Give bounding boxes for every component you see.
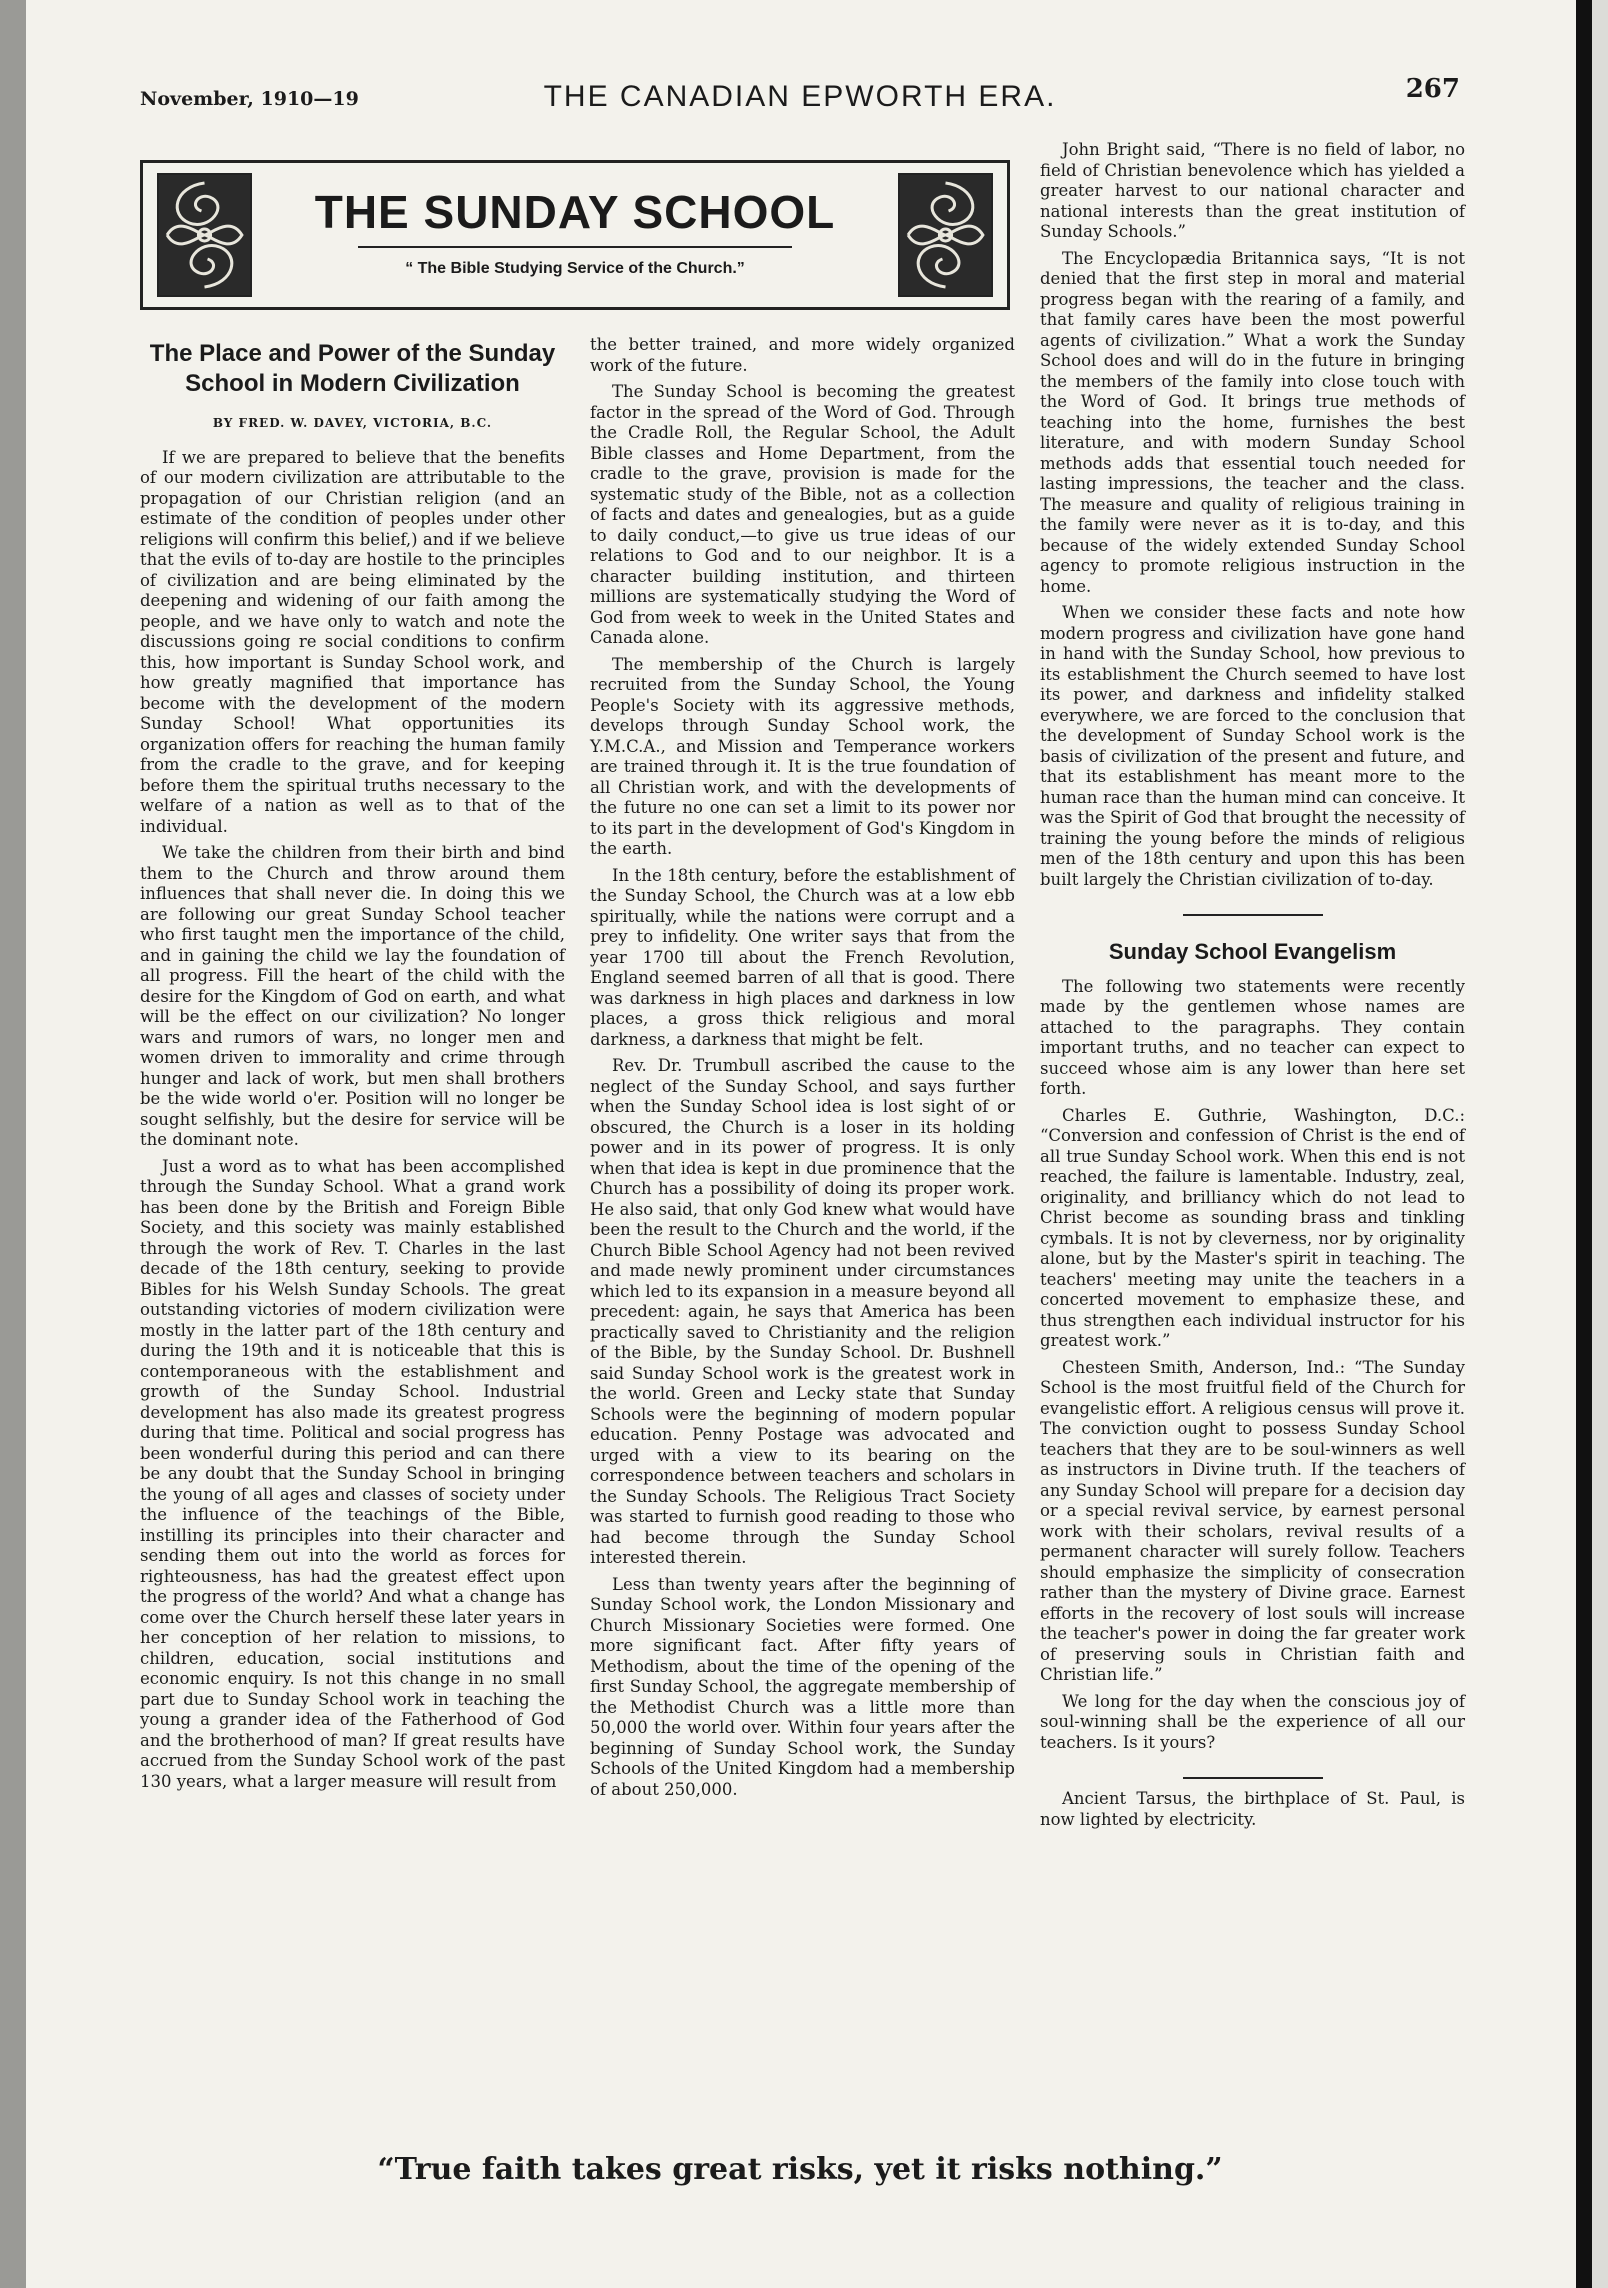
paragraph: The Sunday School is becoming the greatest factor in the spread of the Word of God. Through the Cradle Roll, the Regular School, the Adult Bible classes and Home Department, from the cradle to the grave, provision is made for the systematic study of the Bible, not as a collection of facts and dates and genealogies, but as a guide to daily conduct,—to give us true ideas of our relations to God and to our neighbor. It is a character building institution, and thirteen millions are systematically studying the Word of God from week to week in the United States and Canada alone. xyxy=(590,382,1015,647)
section-subtitle: “ The Bible Studying Service of the Church.” xyxy=(405,260,745,277)
scroll-ornament-icon xyxy=(157,173,252,297)
paragraph: We take the children from their birth and bind them to the Church and throw around them influences that shall never die. In doing this we are following our great Sunday School teacher who first taught men the importance of the child, and in gaining the child we lay the foundation of all progress. Fill the heart of the child with the desire for the Kingdom of God on earth, and what will be the effect on our civilization? No longer wars and rumors of wars, no longer men and women driven to immorality and crime through hunger and lack of work, but men shall brothers be the wide world o'er. Position will no longer be sought selfishly, but the desire for service will be the dominant note. xyxy=(140,843,565,1149)
paragraph: Charles E. Guthrie, Washington, D.C.: “Conversion and confession of Christ is the end of all true Sunday School work. When this end is not reached, the failure is lamentable. Industry, zeal, originality, and brilliancy which do not lead to Christ become as sounding brass and tinkling cymbals. It is not by cleverness, nor by originality alone, but by the Master's spirit in teaching. The teachers' meeting may unite the teachers in a concerted movement to emphasize these, and thus strengthen each individual instructor for his greatest work.” xyxy=(1040,1105,1465,1350)
running-header xyxy=(140,74,1460,120)
section-banner xyxy=(140,160,1010,310)
column-2 xyxy=(590,335,1015,1806)
binding-spine xyxy=(0,0,26,2288)
column-3 xyxy=(1040,140,1465,1836)
section-divider xyxy=(1183,914,1323,916)
paragraph: Just a word as to what has been accomplished through the Sunday School. What a grand work has been done by the British and Foreign Bible Society, and this society was mainly established through the work of Rev. T. Charles in the last decade of the 18th century, seeking to provide Bibles for his Welsh Sunday Schools. The great outstanding victories of modern civilization were mostly in the latter part of the 18th century and during the 19th and it is noticeable that this is contemporaneous with the establishment and growth of the Sunday School. Industrial development has also made its greatest progress during that time. Political and social progress has been wonderful during this period and can there be any doubt that the Sunday School in bringing the young of all ages and classes of society under the influence of the teachings of the Bible, instilling its principles into their character and sending them out into the world as forces for righteousness, has had the greatest effect upon the progress of the world? And what a change has come over the Church herself these later years in her conception of her relation to missions, to children, education, social institutions and economic enquiry. Is not this change in no small part due to Sunday School work in teaching the young a grander idea of the Fatherhood of God and the brotherhood of man? If great results have accrued from the Sunday School work of the past 130 years, what a larger measure will result from xyxy=(140,1156,565,1791)
paragraph: Rev. Dr. Trumbull ascribed the cause to the neglect of the Sunday School, and says further when the Sunday School idea is lost sight of or obscured, the Church is a loser in its holding power and in its power of progress. It is only when that idea is kept in due prominence that the Church has a possibility of doing its proper work. He also said, that only God knew what would have been the result to the Church and the world, if the Church Bible School Agency had not been revived and made newly prominent under circumstances which led to its expansion in a measure beyond all precedent: again, he says that America has been practically saved to Christianity and the religion of the Bible, by the Sunday School. Dr. Bushnell said Sunday School work is the greatest work in the world. Green and Lecky state that Sunday Schools were the beginning of modern popular education. Penny Postage was advocated and urged with a view to its bearing on the correspondence between teachers and scholars in the Sunday Schools. The Religious Tract Society was started to furnish good reading to those who had become through the Sunday School interested therein. xyxy=(590,1056,1015,1567)
magazine-title: THE CANADIAN EPWORTH ERA. xyxy=(543,80,1057,113)
section-title: THE SUNDAY SCHOOL xyxy=(314,186,836,238)
page-number: 267 xyxy=(1405,74,1460,104)
article-title: Sunday School Evangelism xyxy=(1108,939,1397,964)
page-edge xyxy=(1576,0,1592,2288)
paragraph: If we are prepared to believe that the benefits of our modern civilization are attributable to the propagation of our Christian religion (and an estimate of the condition of peoples under other religions will confirm this belief,) and if we believe that the evils of to-day are hostile to the principles of civilization and are being eliminated by the deepening and widening of our faith among the people, and we have only to watch and note the discussions going re social conditions to confirm this, how important is Sunday School work, and how greatly magnified that importance has become with the development of the modern Sunday School! What opportunities its organization offers for reaching the human family from the cradle to the grave, and for keeping before them the spiritual truths necessary to the welfare of a nation as well as to that of the individual. xyxy=(140,447,565,836)
paragraph: the better trained, and more widely organized work of the future. xyxy=(590,335,1015,375)
paragraph: In the 18th century, before the establishment of the Sunday School, the Church was at a low ebb spiritually, while the nations were corrupt and a prey to infidelity. One writer says that from the year 1700 till about the French Revolution, England seemed barren of all that is good. There was darkness in high places and darkness in low places, a gross thick religious and moral darkness, a darkness that might be felt. xyxy=(590,865,1015,1049)
filler-note: Ancient Tarsus, the birthplace of St. Paul, is now lighted by electricity. xyxy=(1040,1789,1465,1829)
article-byline: BY FRED. W. DAVEY, VICTORIA, B.C. xyxy=(212,416,493,430)
section-divider xyxy=(1183,1777,1323,1779)
issue-date: November, 1910—19 xyxy=(140,88,359,110)
paragraph: We long for the day when the conscious joy of soul-winning shall be the experience of all our teachers. Is it yours? xyxy=(1040,1691,1465,1752)
article-title: The Place and Power of the Sunday School in Modern Civilization xyxy=(149,340,556,397)
scroll-ornament-icon xyxy=(898,173,993,297)
paragraph: When we consider these facts and note how modern progress and civilization have gone hand in hand with the Sunday School, how previous to its establishment the Church seemed to have lost its power, and darkness and infidelity stalked everywhere, we are forced to the conclusion that the development of Sunday School work is the basis of civilization of the present and future, and that its establishment has meant more to the human race than the human mind can conceive. It was the Spirit of God that brought the necessity of training the young before the minds of religious men of the 18th century and upon this has been built largely the Christian civilization of to-day. xyxy=(1040,603,1465,889)
paragraph: The following two statements were recently made by the gentlemen whose names are attached to the paragraphs. They contain important truths, and no teacher can expect to succeed whose aim is any lower than here set forth. xyxy=(1040,976,1465,1098)
paragraph: The membership of the Church is largely recruited from the Sunday School, the Young People's Society with its aggressive methods, develops through Sunday School work, the Y.M.C.A., and Mission and Temperance workers are trained through it. It is the true foundation of all Christian work, and with the developments of the future no one can set a limit to its power nor to its part in the development of God's Kingdom in the earth. xyxy=(590,654,1015,858)
paragraph: John Bright said, “There is no field of labor, no field of Christian benevolence which has yielded a greater harvest to our national character and national interests than the great institution of Sunday Schools.” xyxy=(1040,140,1465,241)
title-divider xyxy=(358,246,792,248)
paragraph: Chesteen Smith, Anderson, Ind.: “The Sunday School is the most fruitful field of the Church for evangelistic effort. A religious census will prove it. The conviction ought to possess Sunday School teachers that they are to be soul-winners as well as instructors in Divine truth. If the teachers of any Sunday School will prepare for a decision day or a special revival service, by earnest personal work with their scholars, revival results of a permanent character will surely follow. Teachers should emphasize the simplicity of consecration rather than the mystery of Divine grace. Earnest efforts in the recovery of lost souls will increase the teacher's power in doing the far greater work of preserving souls in Christian faith and Christian life.” xyxy=(1040,1357,1465,1684)
paragraph: The Encyclopædia Britannica says, “It is not denied that the first step in moral and material progress began with the rearing of a family, and that family cares have been the most powerful agents of civilization.” What a work the Sunday School does and will do in the future in bringing the members of the family into close touch with the Word of God. It brings true methods of teaching into the home, furnishes the best literature, and with modern Sunday School methods adds that essential touch needed for lasting impressions, the teacher and the class. The measure and quality of religious training in the family were never as it is to-day, and this because of the widely extended Sunday School agency to promote religious instruction in the home. xyxy=(1040,248,1465,596)
paragraph: Less than twenty years after the beginning of Sunday School work, the London Missionary and Church Missionary Societies were formed. One more significant fact. After fifty years of Methodism, about the time of the opening of the first Sunday School, the aggregate membership of the Methodist Church was a little more than 50,000 the world over. Within four years after the beginning of Sunday School work, the Sunday Schools of the United Kingdom had a membership of about 250,000. xyxy=(590,1574,1015,1799)
column-1 xyxy=(140,335,565,1798)
footer-quote: “True faith takes great risks, yet it risks nothing.” xyxy=(377,2152,1223,2187)
